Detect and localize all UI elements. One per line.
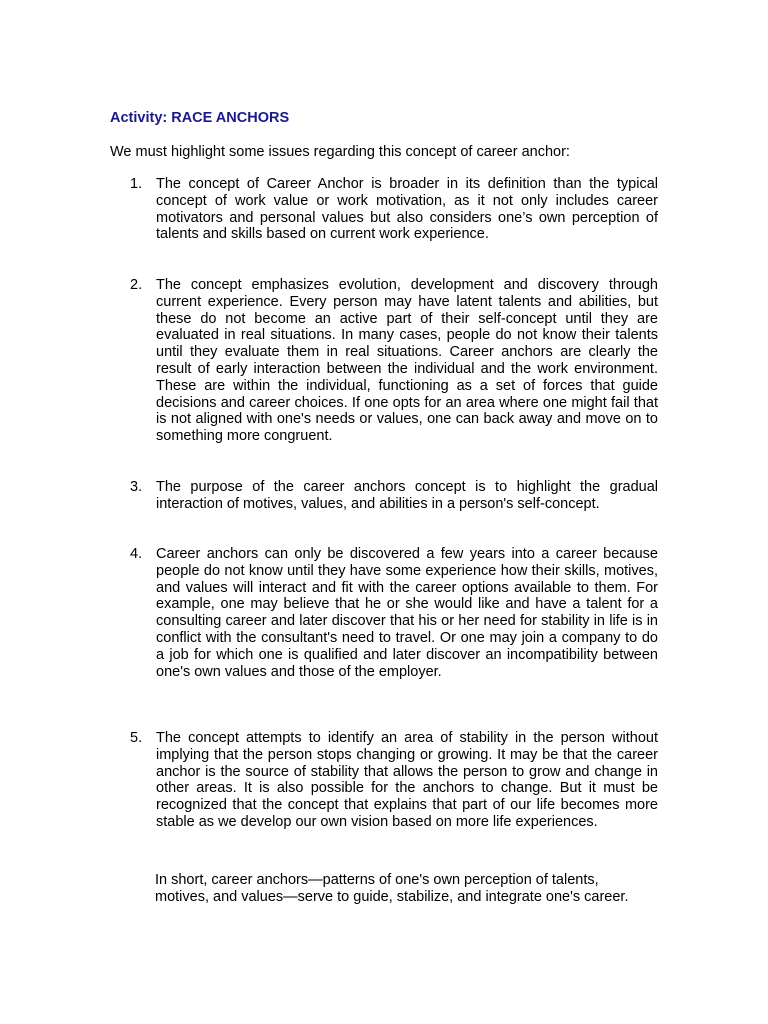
- list-item-text: The concept attempts to identify an area of stability in the person without implying that the person stops changing or growing. It may be that the career anchor is the source of stability that allows the person to grow and change in other areas. It is also possible for the anchors to change. But it must be recognized that the concept that explains that part of our life becomes more stable as we develop our own vision based on more life experiences.: [156, 730, 658, 830]
- list-item-number: 1.: [130, 176, 143, 192]
- list-item: [130, 479, 658, 513]
- list-item-text: The concept of Career Anchor is broader in its definition than the typical concept of work value or work motivation, as it not only includes career motivators and personal values but also considers one’s own perception of talents and skills based on current work experience.: [156, 176, 658, 243]
- list-item-number: 5.: [130, 730, 143, 746]
- list-item-text: The purpose of the career anchors concept is to highlight the gradual interaction of motives, values, and abilities in a person's self-concept.: [156, 479, 658, 512]
- list-item: [130, 277, 658, 445]
- list-item: [130, 176, 658, 243]
- list-item-text: The concept emphasizes evolution, development and discovery through current experience. Every person may have latent talents and abilities, but these do not become an active part of their self-concept until they are evaluated in real situations. In many cases, people do not know their talents until they evaluate them in real situations. Career anchors are clearly the result of early interaction between the individual and the work environment. These are within the individual, functioning as a set of forces that guide decisions and career choices. If one opts for an area where one might fail that is not aligned with one's needs or values, one can back away and move on to something more congruent.: [156, 277, 658, 445]
- list-item: [130, 546, 658, 680]
- summary-paragraph: In short, career anchors—patterns of one's own perception of talents, motives, and values—serve to guide, stabilize, and integrate one's career.: [155, 872, 629, 905]
- intro-paragraph: We must highlight some issues regarding this concept of career anchor:: [110, 144, 570, 160]
- list-item-text: Career anchors can only be discovered a few years into a career because people do not know until they have some experience how their skills, motives, and values will interact and fit with the career options available to them. For example, one may believe that he or she would like and have a talent for a consulting career and later discover that his or her need for stability in life is in conflict with the consultant's need to travel. Or one may join a company to do a job for which one is qualified and later discover an incompatibility between one's own values and those of the employer.: [156, 546, 658, 680]
- list-item: [130, 730, 658, 831]
- list-item-number: 2.: [130, 277, 143, 293]
- list-item-number: 4.: [130, 546, 143, 562]
- list-item-number: 3.: [130, 479, 143, 495]
- page-title: Activity: RACE ANCHORS: [110, 110, 290, 126]
